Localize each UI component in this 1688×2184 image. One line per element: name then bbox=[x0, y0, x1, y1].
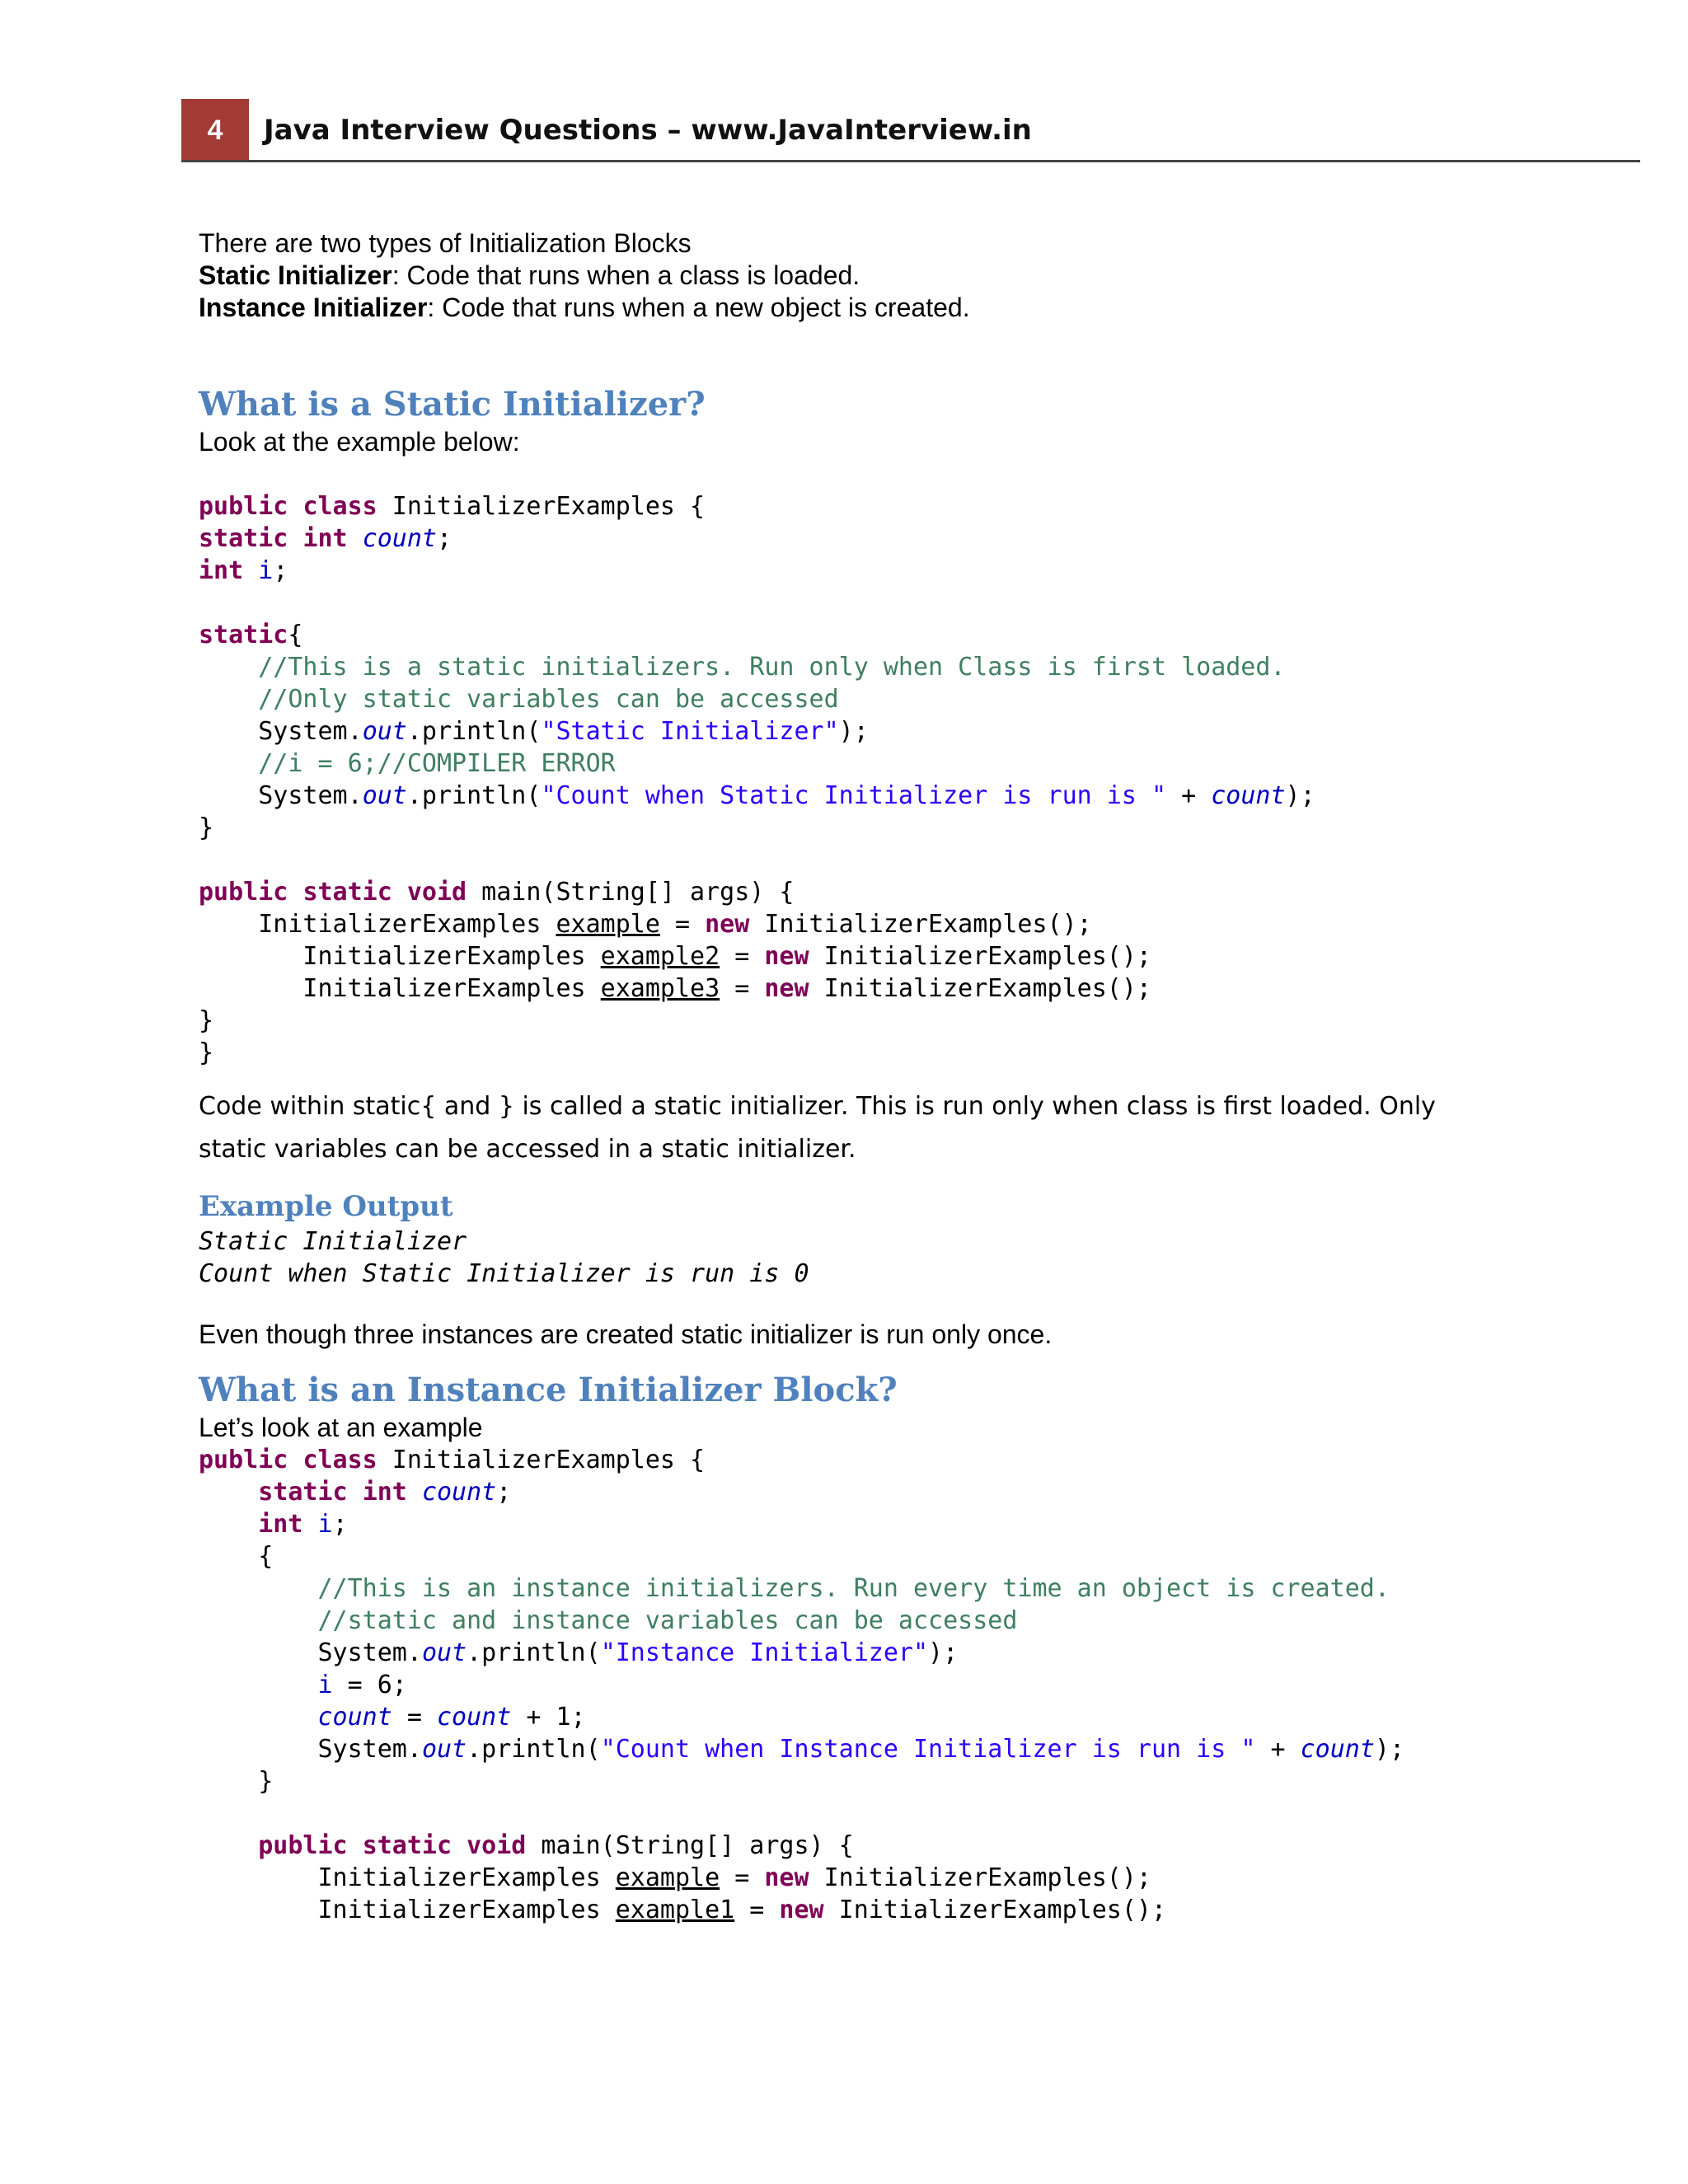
page-number: 4 bbox=[181, 99, 249, 162]
static-initializer-desc: : Code that runs when a class is loaded. bbox=[392, 260, 860, 290]
static-explanation: Code within static{ and } is called a static initializer. This is run only when class is first loaded. Only static variables can be accessed in a static initializer. bbox=[199, 1092, 1436, 1164]
example-output-heading: Example Output bbox=[199, 1190, 453, 1223]
page-header bbox=[181, 99, 1640, 162]
static-initializer-definition bbox=[199, 260, 1526, 292]
instance-initializer-label: Instance Initializer bbox=[199, 293, 428, 322]
instance-lead: Let’s look at an example bbox=[199, 1413, 483, 1442]
static-initializer-heading: What is a Static Initializer? bbox=[199, 385, 706, 424]
static-note: Even though three instances are created static initializer is run only once. bbox=[199, 1319, 1053, 1349]
intro-line: There are two types of Initialization Blocks bbox=[199, 228, 692, 258]
static-code-block: public class InitializerExamples { static int count; int i; static{ //This is a static initializers. Run only when Class is first loaded. //Only static variables can be accessed System.out.println("Static Initializer"); //i = 6;//COMPILER ERROR System.out.println("Count when Static Initializer is run is " + count); } public static void main(String[] args) { InitializerExamples example = new InitializerExamples(); InitializerExamples example2 = new InitializerExamples(); InitializerExamples example3 = new InitializerExamples(); } } bbox=[199, 492, 1315, 1067]
example-output-line: Static Initializer bbox=[199, 1227, 467, 1256]
page-content bbox=[199, 227, 1526, 1926]
header-rule bbox=[181, 160, 1640, 162]
instance-code-block: public class InitializerExamples { static int count; int i; { //This is an instance initializers. Run every time an object is created. //static and instance variables can be accessed System.out.println("Instance Initializer"); i = 6; count = count + 1; System.out.println("Count when Instance Initializer is run is " + count); } public static void main(String[] args) { InitializerExamples example = new InitializerExamples(); InitializerExamples example1 = new InitializerExamples(); bbox=[199, 1446, 1405, 1924]
static-initializer-label: Static Initializer bbox=[199, 260, 392, 290]
header-title: Java Interview Questions – www.JavaInterview.in bbox=[264, 114, 1032, 147]
instance-initializer-definition bbox=[199, 292, 1526, 324]
instance-initializer-heading: What is an Instance Initializer Block? bbox=[199, 1371, 898, 1409]
static-lead: Look at the example below: bbox=[199, 427, 520, 457]
instance-initializer-desc: : Code that runs when a new object is created. bbox=[427, 293, 970, 322]
example-output-line: Count when Static Initializer is run is 0 bbox=[199, 1259, 809, 1288]
